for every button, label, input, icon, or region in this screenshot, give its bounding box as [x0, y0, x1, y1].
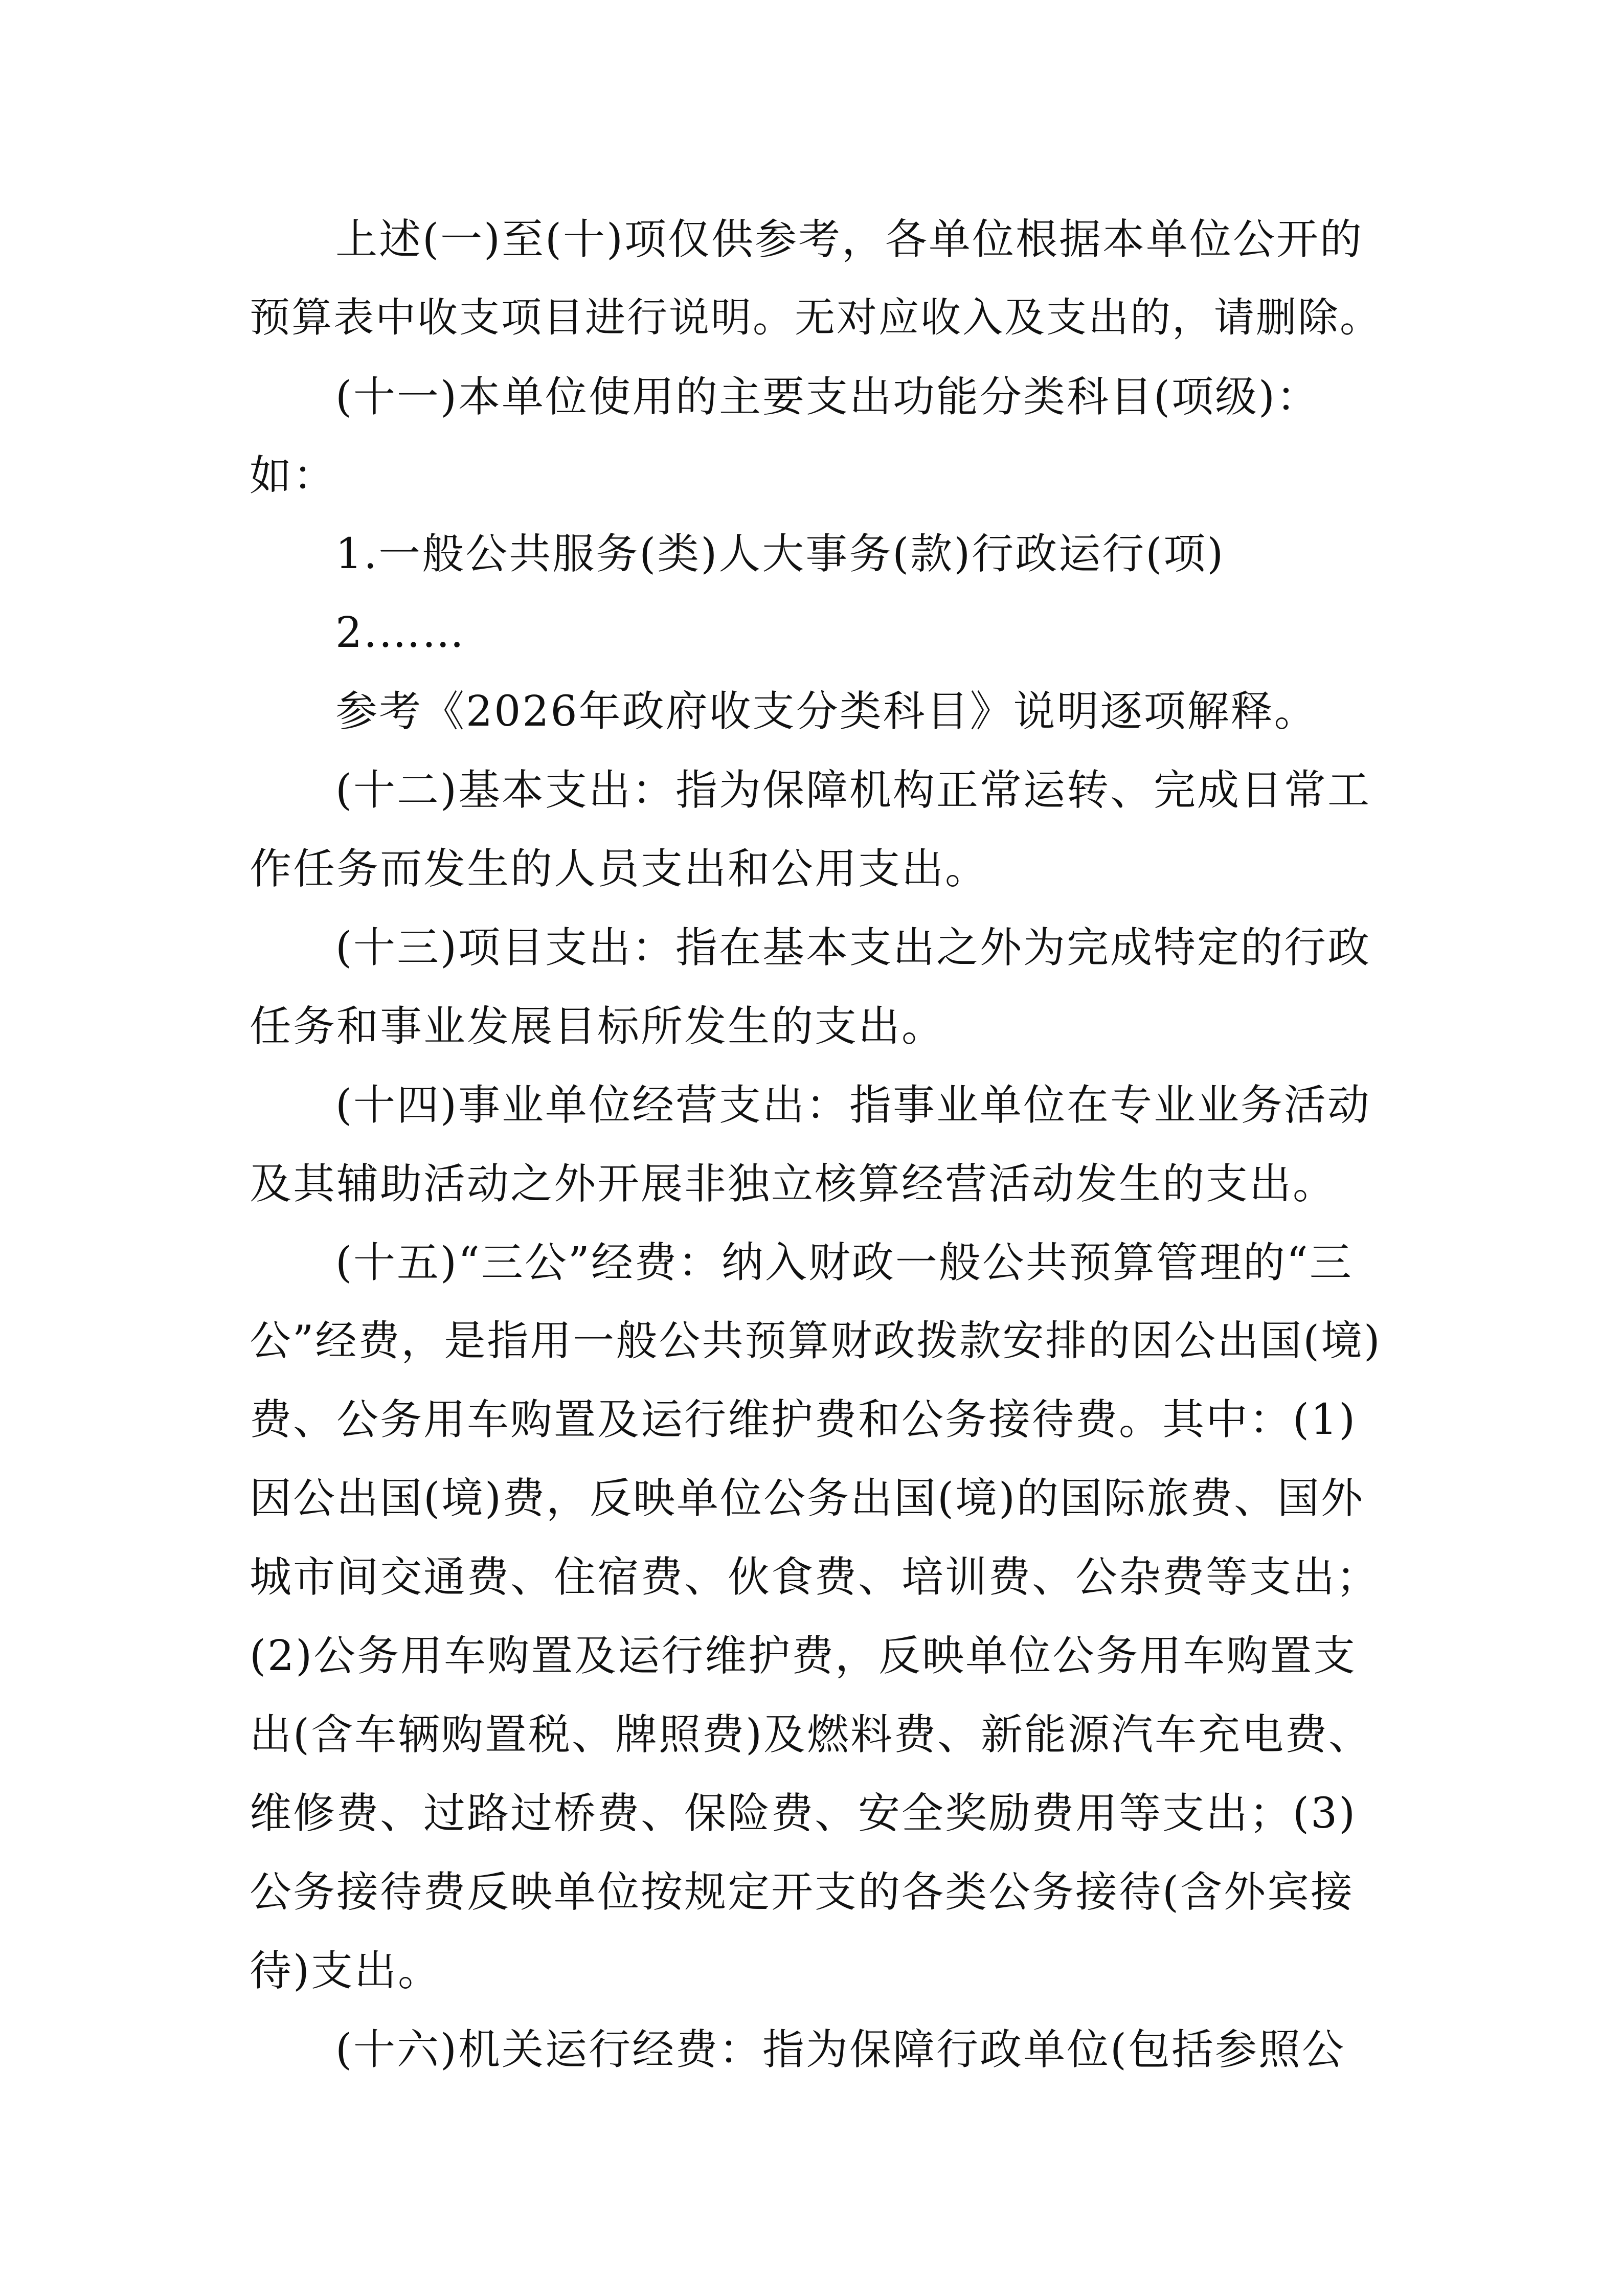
text-line-21: 维修费、过路过桥费、保险费、安全奖励费用等支出；(3) [250, 1789, 1357, 1838]
text-line-8: (十二)基本支出：指为保障机构正常运转、完成日常工 [335, 766, 1371, 815]
text-line-3: (十一)本单位使用的主要支出功能分类科目(项级)： [335, 373, 1320, 421]
text-line-10: (十三)项目支出：指在基本支出之外为完成特定的行政 [335, 924, 1371, 972]
text-line-20: 出(含车辆购置税、牌照费)及燃料费、新能源汽车充电费、 [250, 1710, 1372, 1759]
text-line-18: 城市间交通费、住宿费、伙食费、培训费、公杂费等支出； [250, 1553, 1380, 1602]
text-line-13: 及其辅助活动之外开展非独立核算经营活动发生的支出。 [250, 1160, 1337, 1208]
text-line-7: 参考《2026年政府收支分类科目》说明逐项解释。 [335, 687, 1318, 736]
text-line-19: (2)公务用车购置及运行维护费，反映单位公务用车购置支 [250, 1632, 1357, 1680]
text-line-12: (十四)事业单位经营支出：指事业单位在专业业务活动 [335, 1081, 1371, 1130]
text-line-2: 预算表中收支项目进行说明。无对应收入及支出的，请删除。 [250, 294, 1382, 341]
text-line-16: 费、公务用车购置及运行维护费和公务接待费。其中：(1) [250, 1395, 1357, 1444]
text-line-4: 如： [250, 452, 337, 500]
text-line-24: (十六)机关运行经费：指为保障行政单位(包括参照公 [335, 2025, 1345, 2074]
text-line-17: 因公出国(境)费，反映单位公务出国(境)的国际旅费、国外 [250, 1474, 1364, 1523]
text-line-5: 1.一般公共服务(类)人大事务(款)行政运行(项) [335, 530, 1225, 578]
text-line-22: 公务接待费反映单位按规定开支的各类公务接待(含外宾接 [250, 1868, 1354, 1917]
text-line-6: 2.…… [335, 609, 466, 657]
text-line-11: 任务和事业发展目标所发生的支出。 [250, 1002, 945, 1051]
text-line-14: (十五)“三公”经费：纳入财政一般公共预算管理的“三 [335, 1239, 1353, 1287]
text-line-15: 公”经费，是指用一般公共预算财政拨款安排的因公出国(境) [250, 1317, 1382, 1365]
text-line-9: 作任务而发生的人员支出和公用支出。 [250, 845, 989, 893]
text-line-1: 上述(一)至(十)项仅供参考，各单位根据本单位公开的 [335, 215, 1363, 264]
text-line-23: 待)支出。 [250, 1947, 441, 1995]
